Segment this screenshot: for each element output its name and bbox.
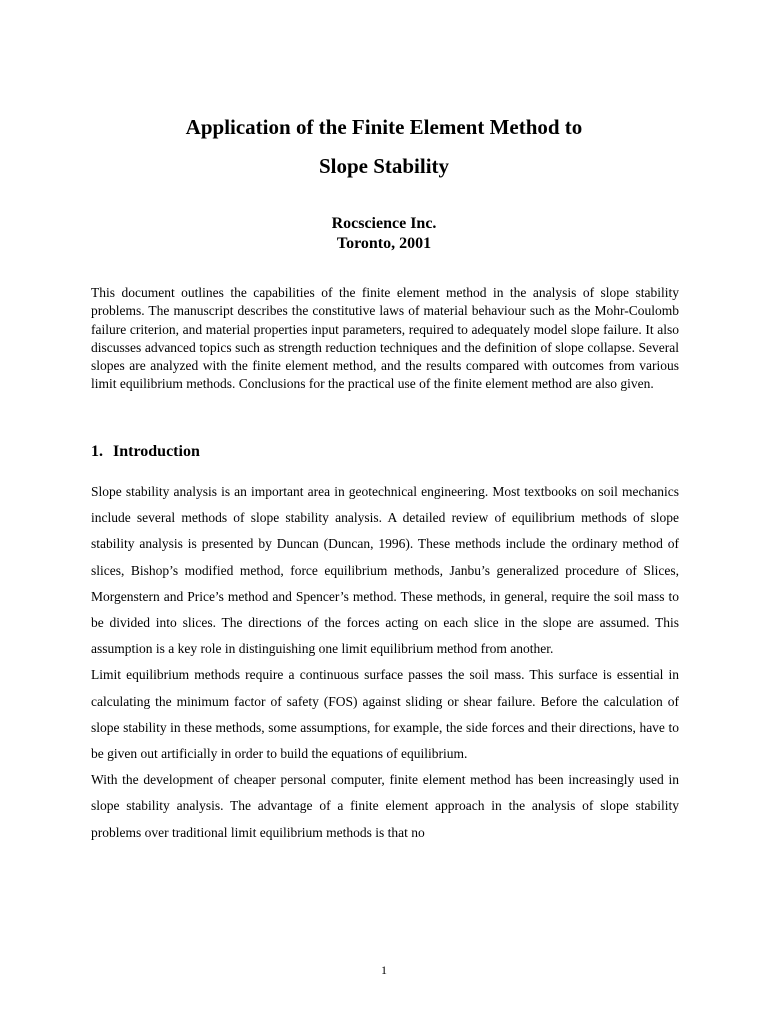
- body-paragraph: Limit equilibrium methods require a continuous surface passes the soil mass. This surface is essential in calculating the minimum factor of safety (FOS) against sliding or shear failure. Before the calculation of slope stability in these methods, some assumptions, for example, the side forces and their directions, have to be given out artificially in order to build the equations of equilibrium.: [91, 667, 679, 762]
- body-paragraph: Slope stability analysis is an important area in geotechnical engineering. Most textbooks on soil mechanics include several methods of slope stability analysis. A detailed review of equilibrium methods of slope stability analysis is presented by Duncan (Duncan, 1996). These methods include the ordinary method of slices, Bishop’s modified method, force equilibrium methods, Janbu’s generalized procedure of Slices, Morgenstern and Price’s method and Spencer’s method. These methods, in general, require the soil mass to be divided into slices. The directions of the forces acting on each slice in the slope are assumed. This assumption is a key role in distinguishing one limit equilibrium method from another.: [91, 484, 679, 657]
- paper-title-line-2: Slope Stability: [318, 154, 450, 178]
- author-location-year: Toronto, 2001: [336, 235, 432, 252]
- section-title: Introduction: [113, 443, 200, 460]
- section-body: [91, 479, 679, 846]
- body-paragraph: With the development of cheaper personal computer, finite element method has been increasingly used in slope stability analysis. The advantage of a finite element approach in the analysis of slope stability problems over traditional limit equilibrium methods is that no: [91, 772, 679, 840]
- author-name: Rocscience Inc.: [331, 215, 437, 232]
- page-number: 1: [381, 963, 387, 977]
- section-number: 1.: [91, 443, 103, 460]
- abstract-paragraph: This document outlines the capabilities of the finite element method in the analysis of slope stability problems. The manuscript describes the constitutive laws of material behaviour such as the Mohr-Coulomb failure criterion, and material properties input parameters, required to adequately model slope failure. It also discusses advanced topics such as strength reduction techniques and the definition of slope collapse. Several slopes are analyzed with the finite element method, and the results compared with outcomes from various limit equilibrium methods. Conclusions for the practical use of the finite element method are also given.: [91, 285, 679, 392]
- section-heading: [91, 442, 200, 462]
- paper-title-line-1: Application of the Finite Element Method to: [185, 115, 583, 139]
